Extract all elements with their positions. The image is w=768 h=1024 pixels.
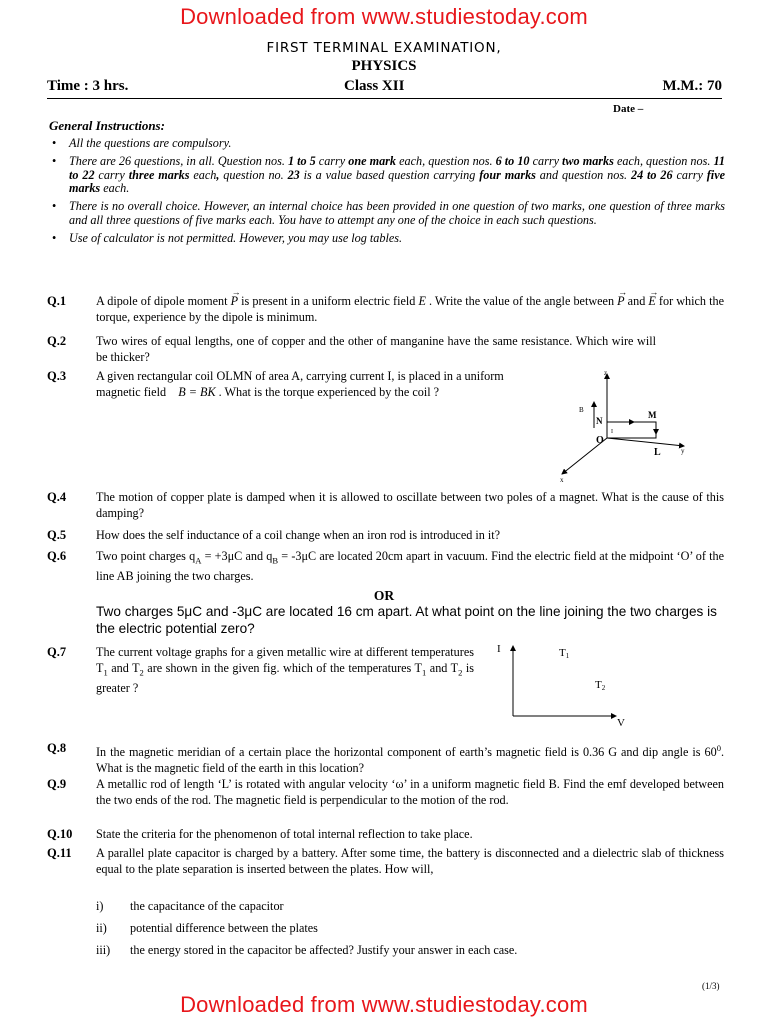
question-text: In the magnetic meridian of a certain place the horizontal component of earth’s magnetic field is 0.36 G and dip angle is $60^0$. What is the magnetic field of the earth in this location? xyxy=(96,743,724,775)
bullet-icon: • xyxy=(52,230,57,245)
temperature-label-t2: T2 xyxy=(595,679,606,692)
iv-graph-figure xyxy=(492,640,632,730)
question-text: How does the self inductance of a coil change when an iron rod is introduced in it? xyxy=(96,528,501,542)
question-text: Two point charges $q_A = +3\mu C$ and $q_B = -3\mu C$ are located 20cm apart in vacuum. Find the electric field at the midpoint ‘O’ of the line AB joining the two charges. xyxy=(96,549,724,584)
question-number: Q.7 xyxy=(47,645,67,659)
time-allowed: Time : 3 hrs. xyxy=(47,78,129,94)
question-text: A metallic rod of length ‘L’ is rotated with angular velocity ‘ω’ in a uniform magnetic field B. Find the emf developed between the two ends of the rod. The magnetic field is perpendicular to the motion of the rod. xyxy=(96,777,724,807)
instructions-heading: General Instructions: xyxy=(49,118,165,133)
instruction-item: • Use of calculator is not permitted. However, you may use log tables. xyxy=(52,230,403,245)
vertex-label-n: N xyxy=(596,416,603,426)
instruction-item: • There is no overall choice. However, an internal choice has been provided in one question of two marks, one question of three marks and all three questions of five marks each. You have to attempt any one of the choice in each such questions. xyxy=(52,199,725,227)
question-number: Q.6 xyxy=(47,549,67,563)
max-marks: M.M.: 70 xyxy=(662,78,722,94)
page-number: (1/3) xyxy=(702,981,720,991)
sub-question: i) the capacitance of the capacitor xyxy=(96,899,284,913)
axis-label-i: I xyxy=(497,643,501,655)
question-text: The current voltage graphs for a given metallic wire at different temperatures $T_1$ and $T_2$ are shown in the given fig. which of the temperatures $T_1$ and $T_2$ is greater ? xyxy=(96,645,475,695)
sub-question: iii) the energy stored in the capacitor be affected? Justify your answer in each case. xyxy=(96,943,518,957)
date-field: Date – xyxy=(613,103,644,115)
vertex-label-l: L xyxy=(654,447,661,458)
instruction-item: • All the questions are compulsory. xyxy=(52,136,232,150)
field-label-b: B xyxy=(579,406,584,414)
question-number: Q.10 xyxy=(47,827,73,841)
axis-label-z: z xyxy=(604,369,608,377)
temperature-label-t1: T1 xyxy=(559,647,570,660)
question-number: Q.9 xyxy=(47,777,67,791)
subject-title: PHYSICS xyxy=(351,58,417,74)
vertex-label-m: M xyxy=(648,410,657,420)
question-text: A given rectangular coil OLMN of area A, carrying current I, is placed in a uniform magnetic field B = BK . What is the torque experienced by the coil ? xyxy=(96,369,504,399)
bullet-icon: • xyxy=(52,199,57,214)
question-alternative-text: Two charges 5μC and -3μC are located 16 cm apart. At what point on the line joining the two charges is the electric potential zero? xyxy=(96,604,717,636)
question-number: Q.5 xyxy=(47,528,67,542)
question-number: Q.1 xyxy=(47,294,67,308)
download-banner-bottom: Downloaded from www.studiestoday.com xyxy=(180,992,588,1017)
instructions-list xyxy=(49,137,725,250)
bullet-icon: • xyxy=(52,153,57,168)
class-label: Class XII xyxy=(344,78,405,94)
exam-meta-row xyxy=(47,78,722,99)
question-number: Q.8 xyxy=(47,741,67,755)
question-text: State the criteria for the phenomenon of total internal reflection to take place. xyxy=(96,827,473,841)
y-axis xyxy=(607,438,684,446)
bullet-icon: • xyxy=(52,136,57,150)
sub-question: ii) potential difference between the plates xyxy=(96,921,318,935)
question-text: A parallel plate capacitor is charged by a battery. After some time, the battery is disconnected and a dielectric slab of thickness equal to the plate separation is inserted between the plates. How will, xyxy=(96,846,724,876)
exam-title: FIRST TERMINAL EXAMINATION, xyxy=(266,40,502,56)
current-label-i: I xyxy=(611,429,613,435)
question-number: Q.4 xyxy=(47,490,67,504)
vertex-label-o: O xyxy=(596,435,604,446)
or-separator: OR xyxy=(373,588,395,603)
question-text: A dipole of dipole moment → P is present in a uniform electric field E . Write the value of the angle between → P and → E for which the torque, experience by the dipole is minimum. xyxy=(96,294,724,325)
question-number: Q.11 xyxy=(47,846,72,860)
question-text: The motion of copper plate is damped when it is allowed to oscillate between two poles of a magnet. What is the cause of this damping? xyxy=(96,490,724,520)
axis-label-y: y xyxy=(681,447,685,455)
axis-label-x: x xyxy=(560,476,564,484)
coil-rectangle xyxy=(607,422,656,438)
question-number: Q.2 xyxy=(47,334,67,348)
instruction-item: • There are 26 questions, in all. Question nos. 1 to 5 carry one mark each, question nos. 6 to 10 carry two marks each, question nos. 11 to 22 carry three marks each, question no. 23 is a value based question carrying four marks and question nos. 24 to 26 carry five marks each. xyxy=(52,153,726,196)
axis-label-v: V xyxy=(617,717,625,729)
question-number: Q.3 xyxy=(47,369,67,383)
question-text: Two wires of equal lengths, one of copper and the other of manganine have the same resistance. Which wire will be thicker? xyxy=(96,334,656,364)
coil-axes-figure xyxy=(548,366,698,484)
download-banner-top: Downloaded from www.studiestoday.com xyxy=(180,4,588,29)
